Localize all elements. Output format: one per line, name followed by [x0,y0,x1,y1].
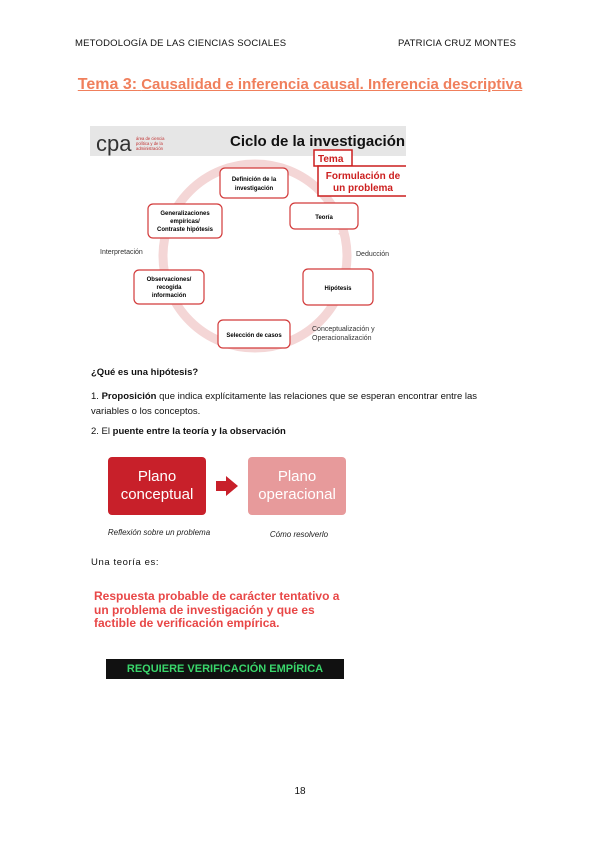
node-observaciones-line-1: Observaciones/ [146,277,192,283]
node-hipotesis-label: Hipótesis [324,286,352,292]
label-interpretacion: Interpretación [100,249,143,256]
node-observaciones-line-3: información [151,293,187,299]
plano-conceptual-line-1: Plano [137,468,177,485]
plano-operacional-line-1: Plano [277,468,317,485]
point-1-text-line-2: variables o los conceptos. [91,406,201,417]
section-title [0,76,600,94]
formulacion-line-1: Formulación de [325,171,401,182]
node-generalizaciones-line-2: empíricas/ [170,219,200,225]
teoria-label: Una teoría es: [91,557,160,568]
verification-bar: REQUIERE VERIFICACIÓN EMPÍRICA [106,659,344,679]
question-heading: ¿Qué es una hipótesis? [91,367,199,378]
caption-reflexion: Reflexión sobre un problema [107,528,211,537]
respuesta-line-1: Respuesta probable de carácter tentativo a [94,589,340,603]
logo-sub-1: área de ciencia [136,136,165,141]
page-number: 18 [294,786,306,797]
node-definicion-line-1: Definición de la [231,177,277,183]
label-deduccion: Deducción [356,251,390,258]
research-cycle-figure [90,126,406,356]
logo-sub-3: administración [136,146,163,151]
plano-operacional [248,457,346,515]
plano-conceptual [108,457,206,515]
respuesta-text [94,590,358,631]
logo-sub-2: política y de la [136,141,163,146]
plano-conceptual-line-2: conceptual [120,486,194,503]
point-1-text-line-1: que indica explícitamente las relaciones que se esperan encontrar entre las [156,391,478,402]
node-seleccion-label: Selección de casos [226,333,282,339]
header-left: METODOLOGÍA DE LAS CIENCIAS SOCIALES [75,38,287,49]
plano-operacional-line-2: operacional [258,486,336,503]
respuesta-line-2: un problema de investigación y que es [94,602,315,617]
node-definicion [220,168,288,198]
point-1 [91,389,511,419]
caption-resolver: Cómo resolverlo [269,530,329,539]
point-2-bold: puente entre la teoría y la observación [112,426,286,437]
title-prefix: Tema 3: [77,76,138,93]
node-generalizaciones-line-1: Generalizaciones [160,211,210,217]
node-definicion-line-2: investigación [234,186,274,192]
label-conceptualizacion-1: Conceptualización y [312,326,375,333]
cpa-logo: cpa [96,131,132,156]
tema-label: Tema [318,154,344,165]
arrow-right-icon [216,476,238,496]
research-cycle-diagram [90,126,406,356]
title-text: Causalidad e inferencia causal. Inferencia descriptiva [141,76,523,93]
node-generalizaciones-line-3: Contraste hipótesis [156,227,214,233]
header-right: PATRICIA CRUZ MONTES [398,38,517,49]
point-2 [91,426,286,437]
respuesta-line-3: factible de verificación empírica. [94,616,280,630]
point-1-bold: Proposición [101,391,157,402]
label-conceptualizacion-2: Operacionalización [312,335,372,342]
node-teoria-label: Teoría [315,215,333,221]
point-1-number: 1. [91,391,99,402]
formulacion-line-2: un problema [332,183,394,194]
node-observaciones-line-2: recogida [156,285,182,291]
point-2-number: 2. El [91,426,111,437]
figure-heading: Ciclo de la investigación [230,133,406,150]
